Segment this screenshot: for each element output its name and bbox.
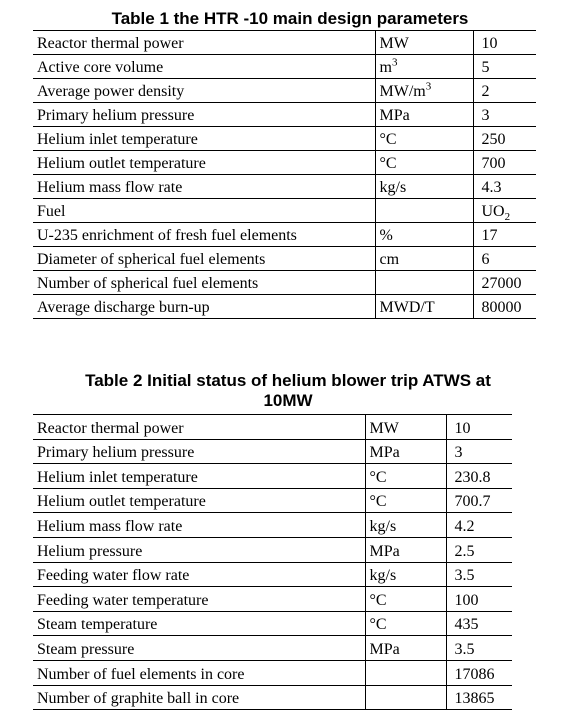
parameter-cell: Steam temperature [33,611,365,636]
value-cell [473,199,536,223]
table-row [33,439,512,464]
unit-cell [375,247,473,271]
table-row [33,271,536,295]
parameter-cell: Diameter of spherical fuel elements [33,247,375,271]
unit-cell [375,31,473,55]
table2-caption-line2: 10MW [263,391,313,410]
parameter-cell: Steam pressure [33,636,365,661]
value-subscript: 2 [504,211,511,224]
unit-cell [375,127,473,151]
value-cell [446,562,512,587]
unit-text: kg/s [369,567,397,585]
unit-text: °C [369,616,387,634]
unit-cell [365,488,446,513]
unit-text: kg/s [379,179,407,196]
value-text: 10 [481,35,498,52]
table-row [33,488,512,513]
parameter-cell: Helium pressure [33,537,365,562]
value-text: 6 [481,251,490,268]
table-row [33,55,536,79]
parameter-cell: Helium mass flow rate [33,175,375,199]
parameter-cell: Number of fuel elements in core [33,660,365,685]
unit-text: MWD/T [379,299,435,316]
value-cell [446,660,512,685]
value-cell [473,175,536,199]
unit-cell [375,103,473,127]
unit-cell [375,271,473,295]
value-text: 3.5 [454,567,475,585]
value-text: 80000 [481,299,522,316]
parameter-cell: Helium outlet temperature [33,488,365,513]
parameter-cell: Primary helium pressure [33,103,375,127]
value-cell [446,537,512,562]
value-text: 2 [481,83,490,100]
value-cell [473,103,536,127]
table-row [33,79,536,103]
parameter-cell: Number of graphite ball in core [33,685,365,710]
unit-cell [375,151,473,175]
parameter-cell: Feeding water temperature [33,587,365,612]
unit-text: MPa [369,542,400,560]
unit-cell [365,636,446,661]
parameter-cell: Helium mass flow rate [33,513,365,538]
unit-text: MW/m [379,83,426,100]
table-row [33,223,536,247]
value-text: 4.3 [481,179,502,196]
parameter-cell: Average power density [33,79,375,103]
unit-text: MPa [369,444,400,462]
parameter-cell: Reactor thermal power [33,415,365,440]
value-text: 250 [481,131,506,148]
unit-text: °C [369,493,387,511]
unit-cell [375,175,473,199]
unit-cell [365,439,446,464]
table1-caption: Table 1 the HTR -10 main design parameters [111,9,469,28]
value-text: 230.8 [454,468,491,486]
value-cell [473,247,536,271]
value-cell [473,151,536,175]
unit-text: MW [369,419,399,437]
parameter-cell: Feeding water flow rate [33,562,365,587]
unit-cell [365,537,446,562]
table-row [33,562,512,587]
table-row [33,295,536,319]
unit-cell [375,223,473,247]
value-cell [473,55,536,79]
value-cell [473,79,536,103]
unit-cell [375,199,473,223]
unit-cell [365,587,446,612]
table2-body [33,415,512,710]
table-row [33,587,512,612]
unit-cell [365,562,446,587]
value-cell [446,685,512,710]
parameter-cell: Helium inlet temperature [33,464,365,489]
unit-text: m [379,59,392,76]
unit-superscript: 3 [425,80,432,93]
unit-text: °C [369,591,387,609]
unit-text: % [379,227,393,244]
value-cell [473,127,536,151]
value-text: 17 [481,227,498,244]
table-row [33,247,536,271]
parameter-cell: Active core volume [33,55,375,79]
table-row [33,464,512,489]
value-text: 17086 [454,665,495,683]
value-cell [446,636,512,661]
value-cell [446,439,512,464]
value-cell [446,513,512,538]
parameter-cell: Average discharge burn-up [33,295,375,319]
value-cell [473,223,536,247]
value-text: 700.7 [454,493,491,511]
parameter-cell: Number of spherical fuel elements [33,271,375,295]
unit-text: MPa [369,640,400,658]
unit-text: °C [379,155,397,172]
table-row [33,103,536,127]
value-text: 5 [481,59,490,76]
value-cell [446,415,512,440]
value-text: 3 [454,444,463,462]
table-row [33,151,536,175]
unit-text: MW [379,35,409,52]
parameter-cell: Primary helium pressure [33,439,365,464]
value-text: UO [481,203,505,220]
unit-cell [375,295,473,319]
value-text: 13865 [454,690,495,708]
table2-caption [40,371,536,411]
parameter-cell: U-235 enrichment of fresh fuel elements [33,223,375,247]
unit-cell [365,513,446,538]
unit-cell [365,611,446,636]
unit-text: cm [379,251,400,268]
value-text: 3.5 [454,640,475,658]
parameter-cell: Helium inlet temperature [33,127,375,151]
value-text: 700 [481,155,506,172]
table-row [33,611,512,636]
table-row [33,685,512,710]
value-text: 10 [454,419,471,437]
value-cell [446,464,512,489]
unit-cell [375,79,473,103]
table-row [33,127,536,151]
value-text: 100 [454,591,479,609]
value-text: 4.2 [454,517,475,535]
table-row [33,415,512,440]
table-row [33,537,512,562]
value-cell [446,488,512,513]
unit-cell [365,415,446,440]
value-text: 27000 [481,275,522,292]
unit-text: kg/s [369,517,397,535]
unit-cell [365,685,446,710]
table-row [33,199,536,223]
value-cell [446,611,512,636]
value-cell [473,31,536,55]
table-row [33,636,512,661]
value-text: 435 [454,616,479,634]
value-cell [473,271,536,295]
unit-cell [375,55,473,79]
unit-cell [365,660,446,685]
table2-caption-line1: Table 2 Initial status of helium blower trip ATWS at [85,371,491,390]
table2-initial-status [33,414,512,710]
value-text: 2.5 [454,542,475,560]
unit-text: °C [379,131,397,148]
table1-body [33,31,536,319]
unit-superscript: 3 [391,56,398,69]
table-row [33,513,512,538]
value-cell [446,587,512,612]
parameter-cell: Reactor thermal power [33,31,375,55]
value-text: 3 [481,107,490,124]
table1-design-parameters [33,30,536,319]
parameter-cell: Fuel [33,199,375,223]
unit-text: MPa [379,107,410,124]
unit-text: °C [369,468,387,486]
table-row [33,31,536,55]
unit-cell [365,464,446,489]
table-row [33,175,536,199]
table-row [33,660,512,685]
value-cell [473,295,536,319]
parameter-cell: Helium outlet temperature [33,151,375,175]
